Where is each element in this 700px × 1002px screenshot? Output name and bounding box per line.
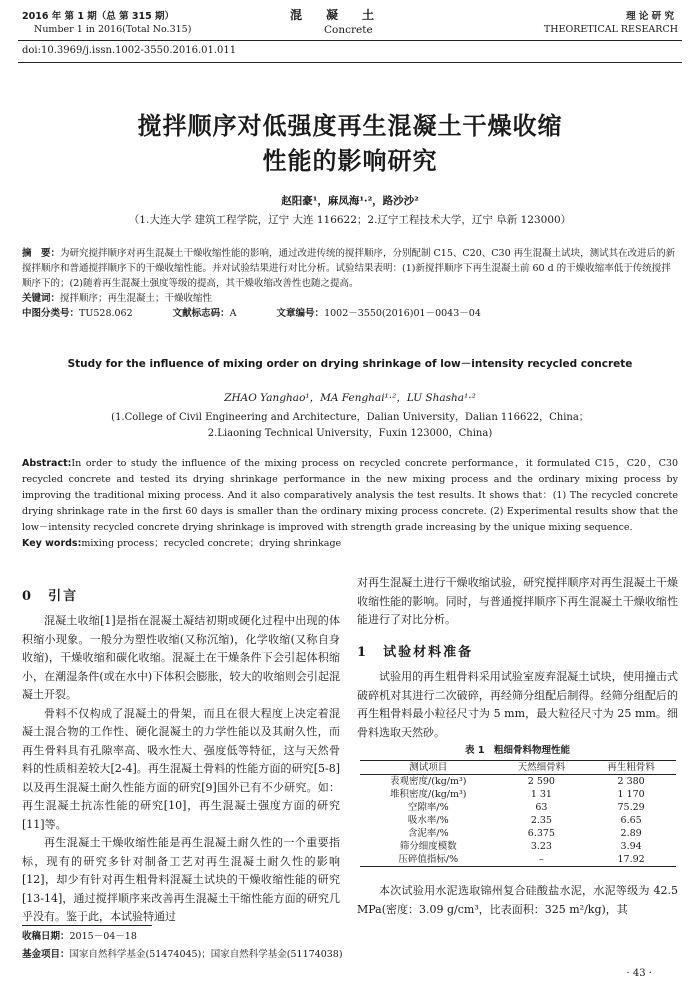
table-cell: 2 380 [617, 776, 645, 787]
section-0-title: 引言 [48, 589, 79, 604]
section-0-heading [22, 585, 78, 604]
authors-en: ZHAO Yanghao¹，MA Fenghai¹·²，LU Shasha¹·² [224, 392, 476, 404]
table-header-cell: 再生粗骨料 [607, 762, 655, 773]
table-cell: 含泥率/% [407, 828, 449, 839]
doc-code-value: A [229, 308, 237, 319]
paragraph-left-2: 骨料不仅构成了混凝土的骨架，而且在很大程度上决定着混凝土混合物的工作性、硬化混凝土的力学性能以及其耐久性，而再生骨料具有孔隙率高、吸水性大、强度低等特征，这与天然骨料的性质相差较大[2-4]。再生混凝土骨料的性能方面的研究[5-8]以及再生混凝土耐久性能方面的研究[9]国外已有不少研究。如：再生混凝土抗冻性能的研究[10]，再生混凝土强度方面的研究[11]等。 [22, 706, 340, 831]
page-number: · 43 · [626, 968, 652, 979]
table-cell: 吸水率/% [407, 815, 449, 826]
table-cell: – [539, 854, 544, 865]
table-header-cell: 测试项目 [409, 762, 448, 773]
abstract-en-text: In order to study the influence of the mixing process on recycled concrete performance，it formulated C15，C20，C30 recycled concrete and tested its drying shrinkage performance in the new mixing process and the ordinary mixing process by improving the traditional mixing process. And it also comparatively analysis the test results. It shows that：(1) The recycled concrete drying shrinkage rate in the first 60 days is smaller than the ordinary mixing process concrete. (2) Experimental results show that the low－intensity recycled concrete drying shrinkage is improved with strength grade increasing by the unique mixing sequence. [22, 458, 678, 533]
table-1-caption-text: 粗细骨料物理性能 [493, 745, 570, 756]
keywords-en: mixing process；recycled concrete；drying shrinkage [81, 538, 342, 549]
table-cell: 2.89 [620, 828, 642, 839]
table-cell: 6.375 [527, 828, 555, 839]
paragraph-right-1: 对再生混凝土进行干燥收缩试验，研究搅拌顺序对再生混凝土干燥收缩性能的影响。同时，与普通搅拌顺序下再生混凝土干燥收缩性能进行了对比分析。 [357, 576, 678, 626]
table-1-caption [357, 742, 678, 756]
table-cell: 2 590 [527, 776, 555, 787]
keywords-cn-label: 关键词： [22, 293, 61, 304]
paragraph-left-3: 再生混凝土干燥收缩性能是再生混凝土耐久性的一个重要指标，现有的研究多针对制备工艺对再生混凝土耐久性的影响[12]，却少有针对再生粗骨料混凝土试块的干燥收缩性能的研究[13-14]，通过搅拌顺序来改善再生混凝土干缩性能方面的研究几乎没有。鉴于此，本试验特通过 [22, 836, 340, 923]
clc-value: TU528.062 [79, 308, 133, 319]
fund-label: 基金项目： [22, 949, 70, 960]
paragraph-right-3: 本次试验用水泥选取锦州复合硅酸盐水泥，水泥等级为 42.5 MPa(密度：3.09 g/cm³，比表面积：325 m²/kg)，其 [357, 884, 678, 916]
table-row [360, 801, 676, 814]
abstract-en [22, 456, 678, 552]
doi-rule [18, 62, 682, 63]
table-row [360, 840, 676, 853]
received-label: 收稿日期： [22, 931, 70, 942]
header-rule [18, 40, 682, 41]
abstract-cn [22, 246, 678, 321]
affiliations-cn: （1.大连大学 建筑工程学院，辽宁 大连 116622；2.辽宁工程技术大学，辽宁 阜新 123000） [128, 214, 572, 226]
table-header-cell: 天然细骨料 [517, 762, 566, 773]
table-cell: 压碎值指标/% [398, 854, 459, 865]
footnote-rule [22, 925, 152, 926]
table-row [360, 775, 676, 789]
keywords-en-label: Key words: [22, 538, 82, 549]
journal-cn: 混 凝 土 [290, 8, 375, 22]
table-1-caption-number: 表 1 [465, 745, 485, 756]
table-row [360, 853, 676, 867]
right-column-top [357, 574, 678, 630]
section-1-number: 1 [357, 645, 369, 660]
section-1-title: 试验材料准备 [383, 645, 474, 660]
table-cell: 63 [535, 802, 548, 813]
table-cell: 堆积密度/(kg/m³) [390, 789, 467, 800]
authors-cn: 赵阳豪¹，麻凤海¹·²，路沙沙² [281, 195, 419, 207]
table-cell: 6.65 [620, 815, 642, 826]
table-row [360, 814, 676, 827]
issue-cn: 2016 年 第 1 期（总 第 315 期） [22, 11, 175, 22]
doc-code-label: 文献标志码： [172, 308, 230, 319]
abstract-cn-text: 为研究搅拌顺序对再生混凝土干燥收缩性能的影响，通过改进传统的搅拌顺序，分别配制 C15、C20、C30 再生混凝土试块，测试其在改进后的新搅拌顺序和普通搅拌顺序下的干燥收缩性能。并对试验结果进行对比分析。试验结果表明：(1)新搅拌顺序下再生混凝土前 60 d 的干燥收缩率低于传统搅拌顺序下的；(2)随着再生混凝土强度等级的提高，其干燥收缩改善性也随之提高。 [22, 248, 676, 289]
fund-text: 国家自然科学基金(51474045)；国家自然科学基金(51174038) [69, 949, 343, 960]
section-en: THEORETICAL RESEARCH [543, 24, 678, 35]
footnote [22, 928, 343, 964]
section-0-number: 0 [22, 589, 34, 604]
table-header-row [360, 761, 676, 775]
right-column-mid [357, 668, 678, 742]
received-date: 2015－04－18 [69, 931, 137, 942]
doi: doi:10.3969/j.issn.1002-3550.2016.01.011 [22, 45, 237, 56]
issue-en: Number 1 in 2016(Total No.315) [34, 24, 192, 35]
article-id-label: 文章编号： [276, 308, 325, 319]
table-cell: 1 31 [530, 789, 552, 800]
title-line-2: 性能的影响研究 [262, 147, 438, 175]
abstract-cn-label: 摘 要： [22, 248, 61, 259]
table-cell: 空隙率/% [407, 802, 449, 813]
clc-label: 中图分类号： [22, 308, 80, 319]
table-cell: 表观密度/(kg/m³) [390, 776, 467, 787]
table-row [360, 827, 676, 840]
right-column-bottom [357, 882, 678, 919]
table-cell: 75.29 [617, 802, 645, 813]
keywords-cn: 搅拌顺序；再生混凝土；干燥收缩性 [60, 293, 213, 304]
journal-en: Concrete [324, 24, 373, 36]
affiliations-en-2: 2.Liaoning Technical University，Fuxin 123000，China) [207, 428, 493, 439]
section-cn: 理 论 研 究 [626, 11, 674, 22]
table-cell: 17.92 [617, 854, 645, 865]
table-cell: 2.35 [530, 815, 552, 826]
table-cell: 3.23 [530, 841, 552, 852]
table-cell: 3.94 [620, 841, 642, 852]
affiliations-en-1: (1.College of Civil Engineering and Architecture，Dalian University，Dalian 116622，China； [111, 412, 589, 423]
article-id-value: 1002－3550(2016)01－0043－04 [324, 308, 481, 319]
title-line-1: 搅拌顺序对低强度再生混凝土干燥收缩 [137, 112, 563, 140]
abstract-en-label: Abstract: [22, 458, 72, 469]
table-cell: 1 170 [617, 789, 645, 800]
paragraph-left-1: 混凝土收缩[1]是指在混凝土凝结初期或硬化过程中出现的体积缩小现象。一般分为塑性收缩(又称沉缩)，化学收缩(又称自身收缩)，干燥收缩和碳化收缩。混凝土在干燥条件下会引起体积缩小，在潮湿条件(或在水中)下体积会膨胀，较大的收缩则会引起混凝土开裂。 [22, 614, 340, 701]
left-column [22, 612, 340, 927]
table-1 [360, 760, 676, 867]
section-1-heading [357, 641, 473, 660]
paragraph-right-2: 试验用的再生粗骨料采用试验室废弃混凝土试块，使用撞击式破碎机对其进行二次破碎，再经筛分组配后制得。经筛分组配后的再生粗骨料最小粒径尺寸为 5 mm，最大粒径尺寸为 25 mm。细骨料选取天然砂。 [357, 670, 678, 739]
title-en: Study for the influence of mixing order on drying shrinkage of low－intensity recycled concrete [67, 358, 633, 370]
table-row [360, 788, 676, 801]
table-cell: 筛分细度模数 [399, 841, 457, 852]
